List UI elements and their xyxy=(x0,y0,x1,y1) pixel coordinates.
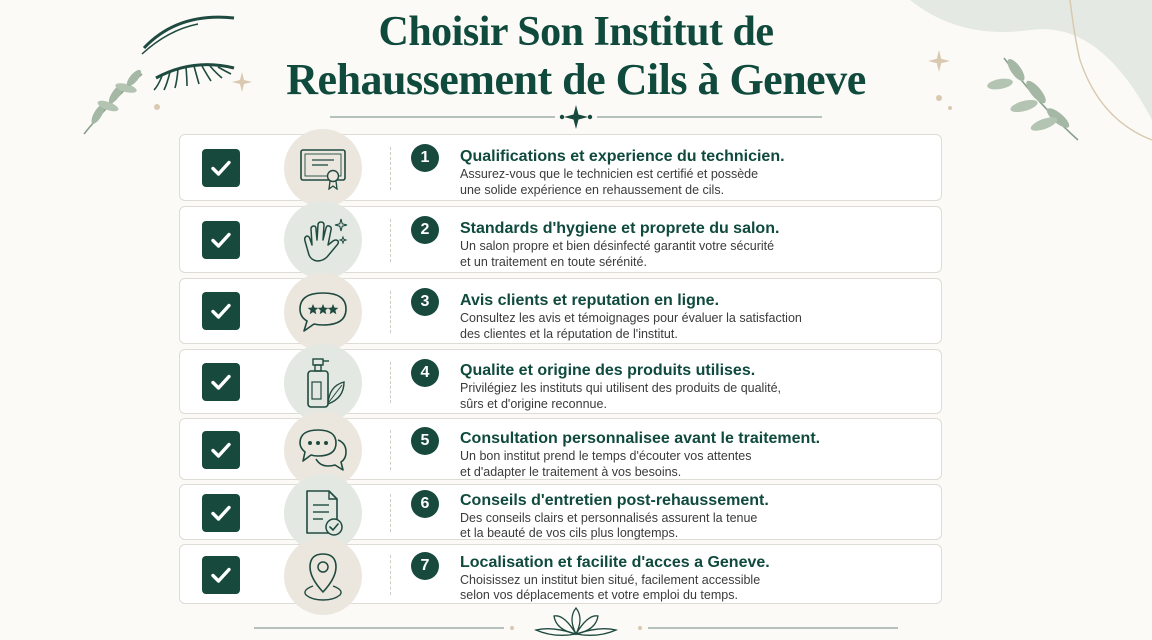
checkbox-5[interactable] xyxy=(202,431,240,469)
step-number-4: 4 xyxy=(411,359,439,387)
checkbox-2[interactable] xyxy=(202,221,240,259)
checkmark-icon xyxy=(209,370,233,394)
criteria-row-2 xyxy=(179,206,942,273)
criteria-desc-5b: et d'adapter le traitement à vos besoins. xyxy=(460,465,682,479)
criteria-desc-4a: Privilégiez les instituts qui utilisent des produits de qualité, xyxy=(460,381,782,395)
row-separator xyxy=(390,362,391,403)
criteria-title-5: Consultation personnalisee avant le traitement. xyxy=(460,430,821,447)
step-number-2: 2 xyxy=(411,216,439,244)
row-separator xyxy=(390,555,391,595)
criteria-title-4: Qualite et origine des produits utilises. xyxy=(460,362,756,379)
checkmark-icon xyxy=(209,299,233,323)
step-number-6: 6 xyxy=(411,490,439,518)
star-review-icon xyxy=(284,273,362,351)
criteria-row-7 xyxy=(179,544,942,604)
criteria-desc-3b: des clientes et la réputation de l'institut. xyxy=(460,327,678,341)
criteria-desc-6a: Des conseils clairs et personnalisés assurent la tenue xyxy=(460,511,758,525)
criteria-desc-3a: Consultez les avis et témoignages pour évaluer la satisfaction xyxy=(460,311,802,325)
criteria-title-7: Localisation et facilite d'acces a Geneve. xyxy=(460,554,770,571)
location-pin-icon xyxy=(284,537,362,615)
criteria-row-5 xyxy=(179,418,942,480)
dot-right-2 xyxy=(948,106,952,110)
criteria-row-3 xyxy=(179,278,942,344)
criteria-row-4 xyxy=(179,349,942,414)
row-separator xyxy=(390,219,391,262)
criteria-title-2: Standards d'hygiene et proprete du salon. xyxy=(460,220,780,237)
checkbox-3[interactable] xyxy=(202,292,240,330)
row-separator xyxy=(390,494,391,532)
checkmark-icon xyxy=(209,438,233,462)
checkmark-icon xyxy=(209,563,233,587)
criteria-desc-7b: selon vos déplacements et votre emploi du temps. xyxy=(460,588,738,602)
checkbox-4[interactable] xyxy=(202,363,240,401)
checkmark-icon xyxy=(209,156,233,180)
criteria-title-3: Avis clients et reputation en ligne. xyxy=(460,292,720,309)
criteria-desc-7a: Choisissez un institut bien situé, facilement accessible xyxy=(460,573,761,587)
checkbox-6[interactable] xyxy=(202,494,240,532)
criteria-desc-2a: Un salon propre et bien désinfecté garantit votre sécurité xyxy=(460,239,775,253)
checkbox-7[interactable] xyxy=(202,556,240,594)
criteria-desc-6b: et la beauté de vos cils plus longtemps. xyxy=(460,526,679,540)
criteria-row-1 xyxy=(179,134,942,201)
step-number-1: 1 xyxy=(411,144,439,172)
row-separator xyxy=(390,291,391,333)
hygiene-hands-icon xyxy=(284,201,362,279)
certificate-icon xyxy=(284,129,362,207)
criteria-title-6: Conseils d'entretien post-rehaussement. xyxy=(460,492,769,509)
criteria-title-1: Qualifications et experience du technicien. xyxy=(460,148,785,165)
checkmark-icon xyxy=(209,501,233,525)
step-number-3: 3 xyxy=(411,288,439,316)
row-separator xyxy=(390,147,391,190)
criteria-desc-4b: sûrs et d'origine reconnue. xyxy=(460,397,607,411)
criteria-row-6 xyxy=(179,484,942,540)
checkbox-1[interactable] xyxy=(202,149,240,187)
bottom-lotus-divider xyxy=(254,606,898,638)
criteria-desc-1b: une solide expérience en rehaussement de cils. xyxy=(460,183,725,197)
page-title-line-1: Choisir Son Institut de xyxy=(378,9,774,55)
step-number-7: 7 xyxy=(411,552,439,580)
page-title-line-2: Rehaussement de Cils à Geneve xyxy=(286,55,866,104)
criteria-desc-5a: Un bon institut prend le temps d'écouter vos attentes xyxy=(460,449,752,463)
step-number-5: 5 xyxy=(411,427,439,455)
title-divider xyxy=(330,104,822,130)
criteria-desc-2b: et un traitement en toute sérénité. xyxy=(460,255,647,269)
row-separator xyxy=(390,430,391,470)
checkmark-icon xyxy=(209,228,233,252)
criteria-desc-1a: Assurez-vous que le technicien est certifié et possède xyxy=(460,167,759,181)
